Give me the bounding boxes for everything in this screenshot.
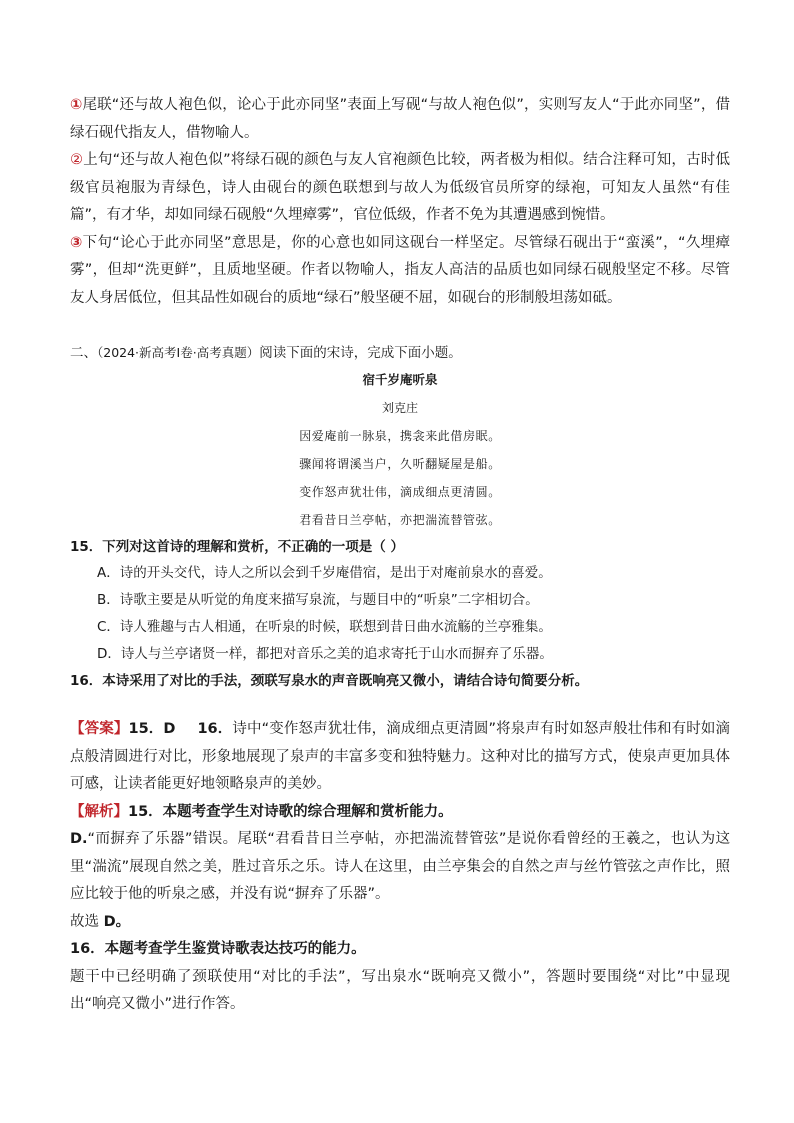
circled-number-1: ① <box>70 97 83 113</box>
analysis-point-2-text: 上句“还与故人袍色似”将绿石砚的颜色与友人官袍颜色比较，两者极为相似。结合注释可知，古时低级官员袍服为青绿色，诗人由砚台的颜色联想到与故人为低级官员所穿的绿袍，可知友人虽然“有佳篇”，有才华，却如同绿石砚般“久埋瘴雾”，官位低级，作者不免为其遭遇感到惋惜。 <box>70 152 730 223</box>
poem-line-2: 骤闻将谓溪当户，久听翻疑屋是船。 <box>299 457 501 471</box>
explanation-15-lead: D. <box>70 831 88 847</box>
circled-number-2: ② <box>70 152 84 168</box>
analysis-point-2 <box>70 147 730 230</box>
section-number: 二、 <box>70 345 97 361</box>
answer-15: 15．D <box>128 721 176 737</box>
section-source: （2024·新高考Ⅰ卷·高考真题） <box>97 345 260 360</box>
circled-number-3: ③ <box>70 234 83 251</box>
analysis-point-3-text: 下句“论心于此亦同坚”意思是，你的心意也如同这砚台一样坚定。尽管绿石砚出于“蛮溪”，“久埋瘴雾”，但却“洗更鲜”，且质地坚硬。作者以物喻人，指友人高洁的品质也如同绿石砚般坚定不移。尽管友人身居低位，但其品性如砚台的质地“绿石”般坚硬不屈，如砚台的形制般坦荡如砥。 <box>70 234 730 306</box>
question-15-option-a: A．诗的开头交代，诗人之所以会到千岁庵借宿，是出于对庵前泉水的喜爱。 <box>97 565 552 581</box>
poem-line-3: 变作怒声犹壮伟，滴成细点更清圆。 <box>299 485 501 499</box>
explanation-tag: 【解析】 <box>70 803 128 820</box>
poem-author: 刘克庄 <box>381 401 418 415</box>
answer-16-number: 16． <box>197 721 233 737</box>
answer-16-text: 诗中“变作怒声犹壮伟，滴成细点更清圆”将泉声有时如怒声般壮伟和有时如滴点般清圆进行对比，形象地展现了泉声的丰富多变和独特魅力。这种对比的描写方式，使泉声更加具体可感，让读者能更好地领略泉声的美妙。 <box>70 721 730 792</box>
explanation-16-heading: 16．本题考查学生鉴赏诗歌表达技巧的能力。 <box>70 941 366 957</box>
question-16-stem: 16．本诗采用了对比的手法，颈联写泉水的声音既响亮又微小，请结合诗句简要分析。 <box>70 673 589 689</box>
poem-line-1: 因爱庵前一脉泉，携衾来此借房眠。 <box>299 429 501 443</box>
explanation-15-choice-value: D。 <box>103 913 131 930</box>
explanation-15-choice <box>70 909 730 937</box>
question-15-option-d: D．诗人与兰亭诸贤一样，都把对音乐之美的追求寄托于山水而摒弃了乐器。 <box>97 646 553 662</box>
section-heading <box>70 340 730 366</box>
explanation-header <box>70 799 730 827</box>
document-page <box>70 92 730 1019</box>
question-15-option-c: C．诗人雅趣与古人相通，在听泉的时候，联想到昔日曲水流觞的兰亭雅集。 <box>97 619 552 635</box>
analysis-point-1-text: 尾联“还与故人袍色似，论心于此亦同坚”表面上写砚“与故人袍色似”，实则写友人“于此亦同坚”，借绿石砚代指友人，借物喻人。 <box>70 97 730 141</box>
explanation-15-choice-lead: 故选 <box>70 913 104 930</box>
explanation-16-text: 题干中已经明确了颈联使用“对比的手法”，写出泉水“既响亮又微小”，答题时要围绕“对比”中显现出“响亮又微小”进行作答。 <box>70 968 730 1012</box>
analysis-point-3 <box>70 230 730 313</box>
analysis-point-1 <box>70 92 730 147</box>
section-instruction: 阅读下面的宋诗，完成下面小题。 <box>259 345 462 361</box>
explanation-15-body <box>70 826 730 909</box>
poem-line-4: 君看昔日兰亭帖，亦把湍流替管弦。 <box>299 513 501 527</box>
question-15-stem: 15．下列对这首诗的理解和赏析，不正确的一项是（ ） <box>70 539 404 555</box>
poem-title: 宿千岁庵听泉 <box>362 372 438 387</box>
explanation-15-text: “而摒弃了乐器”错误。尾联“君看昔日兰亭帖，亦把湍流替管弦”是说你看曾经的王羲之，也认为这里“湍流”展现自然之美，胜过音乐之乐。诗人在这里，由兰亭集会的自然之声与丝竹管弦之声作比，照应比较于他的听泉之感，并没有说“摒弃了乐器”。 <box>70 831 730 902</box>
question-15-option-b: B．诗歌主要是从听觉的角度来描写泉流，与题目中的“听泉”二字相切合。 <box>97 592 539 608</box>
answer-tag: 【答案】 <box>70 721 129 737</box>
explanation-15-heading: 15．本题考查学生对诗歌的综合理解和赏析能力。 <box>128 803 453 820</box>
answer-block <box>70 716 730 799</box>
